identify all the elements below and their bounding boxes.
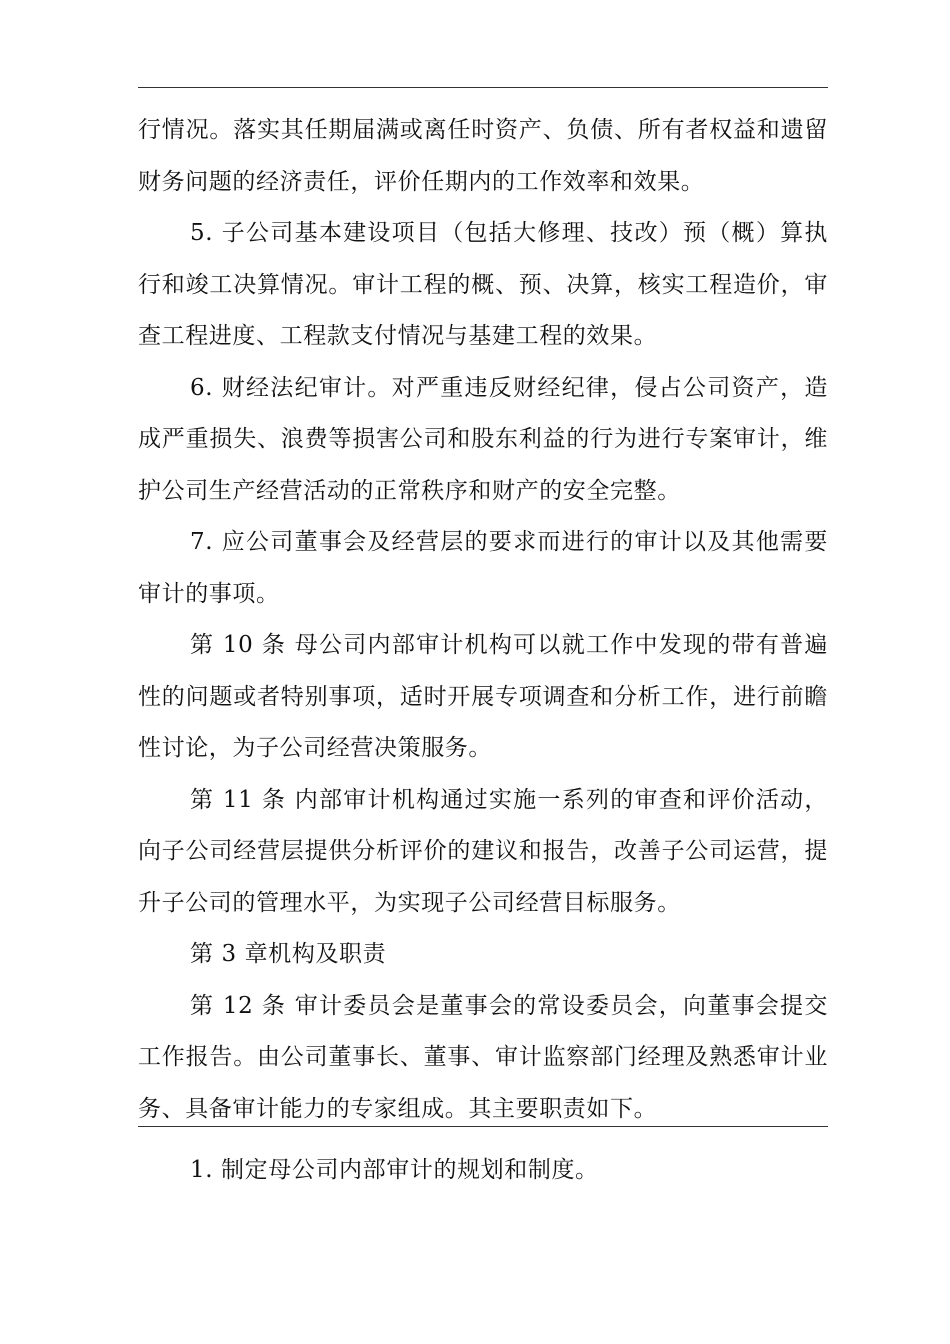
document-body bbox=[138, 105, 828, 1135]
chapter-heading: 第 3 章机构及职责 bbox=[190, 941, 387, 967]
paragraph-article-12: 第 12 条 审计委员会是董事会的常设委员会，向董事会提交工作报告。由公司董事长、董事、审计监察部门经理及熟悉审计业务、具备审计能力的专家组成。其主要职责如下。 bbox=[138, 992, 828, 1122]
paragraph-item-6: 6. 财经法纪审计。对严重违反财经纪律，侵占公司资产，造成严重损失、浪费等损害公司和股东利益的行为进行专案审计，维护公司生产经营活动的正常秩序和财产的安全完整。 bbox=[138, 374, 828, 504]
paragraph-continuation: 行情况。落实其任期届满或离任时资产、负债、所有者权益和遗留财务问题的经济责任，评价任期内的工作效率和效果。 bbox=[138, 117, 828, 195]
list-item-1: 1. 制定母公司内部审计的规划和制度。 bbox=[190, 1157, 599, 1183]
paragraph-item-5: 5. 子公司基本建设项目（包括大修理、技改）预（概）算执行和竣工决算情况。审计工程的概、预、决算，核实工程造价，审查工程进度、工程款支付情况与基建工程的效果。 bbox=[138, 220, 828, 349]
paragraph-article-10: 第 10 条 母公司内部审计机构可以就工作中发现的带有普遍性的问题或者特别事项，适时开展专项调查和分析工作，进行前瞻性讨论，为子公司经营决策服务。 bbox=[138, 632, 828, 761]
paragraph-article-11: 第 11 条 内部审计机构通过实施一系列的审查和评价活动，向子公司经营层提供分析评价的建议和报告，改善子公司运营，提升子公司的管理水平，为实现子公司经营目标服务。 bbox=[138, 786, 828, 916]
header-rule bbox=[138, 87, 828, 88]
footer-rule bbox=[138, 1126, 828, 1127]
paragraph-item-7: 7. 应公司董事会及经营层的要求而进行的审计以及其他需要审计的事项。 bbox=[138, 529, 828, 607]
